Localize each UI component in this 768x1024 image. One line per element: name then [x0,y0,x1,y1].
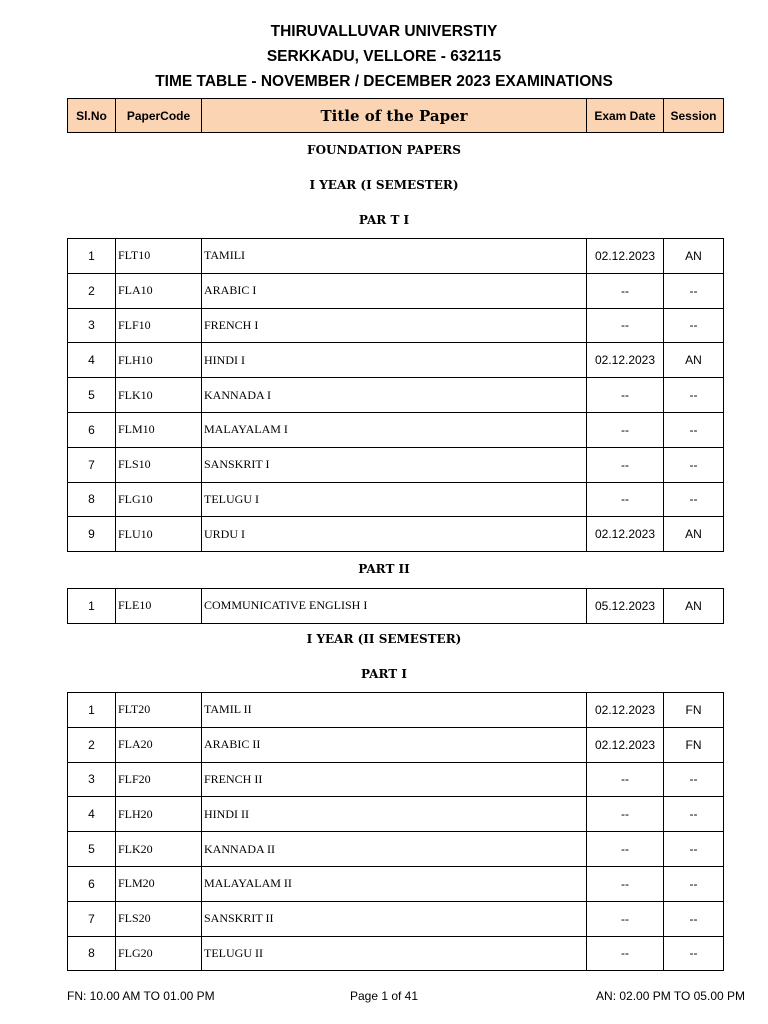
table-part1-sem1 [67,238,724,552]
row-session: -- [664,378,724,413]
table-row [68,589,724,624]
table-row [68,762,724,797]
row-title: MALAYALAM II [202,866,587,901]
row-papercode: FLG10 [116,482,202,517]
table-row [68,693,724,728]
table-row [68,482,724,517]
row-exam-date: -- [587,797,664,832]
section-part1-sem2: PART I [361,667,407,681]
header-exam-date: Exam Date [587,99,664,133]
row-exam-date: 02.12.2023 [587,239,664,274]
section-foundation: FOUNDATION PAPERS [307,143,461,157]
row-title: KANNADA II [202,832,587,867]
table-row [68,343,724,378]
header-session: Session [664,99,724,133]
table-row [68,901,724,936]
row-slno: 4 [68,797,116,832]
row-slno: 6 [68,412,116,447]
row-session: AN [664,239,724,274]
row-session: -- [664,797,724,832]
section-year1-sem1: I YEAR (I SEMESTER) [309,178,459,192]
row-papercode: FLH20 [116,797,202,832]
row-exam-date: -- [587,832,664,867]
row-slno: 5 [68,378,116,413]
row-session: AN [664,589,724,624]
table-row [68,797,724,832]
row-title: URDU I [202,517,587,552]
row-session: -- [664,308,724,343]
table-row [68,832,724,867]
row-slno: 2 [68,273,116,308]
row-exam-date: -- [587,447,664,482]
table-row [68,517,724,552]
row-title: ARABIC II [202,727,587,762]
row-slno: 9 [68,517,116,552]
row-exam-date: -- [587,378,664,413]
table-row [68,273,724,308]
column-header-table [67,98,724,133]
row-title: SANSKRIT II [202,901,587,936]
timetable-title: TIME TABLE - NOVEMBER / DECEMBER 2023 EXAMINATIONS [155,73,613,90]
row-session: FN [664,693,724,728]
row-session: -- [664,273,724,308]
row-title: MALAYALAM I [202,412,587,447]
row-session: -- [664,936,724,971]
row-exam-date: -- [587,762,664,797]
row-papercode: FLF10 [116,308,202,343]
footer-an-timing: AN: 02.00 PM TO 05.00 PM [596,989,745,1003]
row-exam-date: -- [587,273,664,308]
table-row [68,447,724,482]
row-slno: 3 [68,762,116,797]
row-papercode: FLK20 [116,832,202,867]
row-exam-date: 02.12.2023 [587,517,664,552]
row-title: FRENCH II [202,762,587,797]
table-row [68,412,724,447]
row-papercode: FLT20 [116,693,202,728]
header-slno: Sl.No [68,99,116,133]
row-title: TELUGU II [202,936,587,971]
row-exam-date: 02.12.2023 [587,343,664,378]
table-row [68,308,724,343]
row-title: FRENCH I [202,308,587,343]
row-papercode: FLG20 [116,936,202,971]
row-papercode: FLM20 [116,866,202,901]
row-exam-date: 02.12.2023 [587,693,664,728]
row-title: HINDI I [202,343,587,378]
row-papercode: FLH10 [116,343,202,378]
row-title: COMMUNICATIVE ENGLISH I [202,589,587,624]
row-session: -- [664,447,724,482]
row-papercode: FLU10 [116,517,202,552]
row-papercode: FLA20 [116,727,202,762]
row-slno: 4 [68,343,116,378]
row-papercode: FLE10 [116,589,202,624]
row-exam-date: -- [587,901,664,936]
row-title: TAMILI [202,239,587,274]
section-part1: PAR T I [358,213,410,227]
row-session: AN [664,517,724,552]
row-title: TAMIL II [202,693,587,728]
row-slno: 7 [68,447,116,482]
row-title: ARABIC I [202,273,587,308]
row-exam-date: -- [587,308,664,343]
row-slno: 5 [68,832,116,867]
row-session: -- [664,832,724,867]
row-slno: 8 [68,936,116,971]
row-exam-date: -- [587,412,664,447]
row-papercode: FLS10 [116,447,202,482]
row-title: KANNADA I [202,378,587,413]
row-slno: 1 [68,239,116,274]
row-title: TELUGU I [202,482,587,517]
table-row [68,239,724,274]
row-papercode: FLF20 [116,762,202,797]
row-title: SANSKRIT I [202,447,587,482]
row-papercode: FLA10 [116,273,202,308]
row-exam-date: -- [587,482,664,517]
table-row [68,866,724,901]
university-name: THIRUVALLUVAR UNIVERSTIY [270,23,498,40]
table-part2-sem1 [67,588,724,624]
table-row [68,378,724,413]
row-exam-date: 02.12.2023 [587,727,664,762]
row-exam-date: 05.12.2023 [587,589,664,624]
row-exam-date: -- [587,936,664,971]
row-papercode: FLS20 [116,901,202,936]
row-session: -- [664,412,724,447]
row-slno: 2 [68,727,116,762]
row-session: AN [664,343,724,378]
row-session: -- [664,482,724,517]
table-row [68,936,724,971]
footer-page-number: Page 1 of 41 [349,989,419,1003]
row-slno: 8 [68,482,116,517]
row-session: FN [664,727,724,762]
row-title: HINDI II [202,797,587,832]
section-year1-sem2: I YEAR (II SEMESTER) [306,632,462,646]
row-papercode: FLK10 [116,378,202,413]
footer-fn-timing: FN: 10.00 AM TO 01.00 PM [67,989,215,1003]
row-papercode: FLM10 [116,412,202,447]
row-session: -- [664,901,724,936]
section-part2: PART II [358,562,410,576]
header-papercode: PaperCode [116,99,202,133]
row-exam-date: -- [587,866,664,901]
header-title: Title of the Paper [202,99,587,133]
table-row [68,727,724,762]
table-part1-sem2 [67,692,724,971]
row-slno: 1 [68,693,116,728]
row-session: -- [664,866,724,901]
row-papercode: FLT10 [116,239,202,274]
row-session: -- [664,762,724,797]
university-address: SERKKADU, VELLORE - 632115 [266,48,502,65]
row-slno: 3 [68,308,116,343]
row-slno: 6 [68,866,116,901]
row-slno: 1 [68,589,116,624]
row-slno: 7 [68,901,116,936]
